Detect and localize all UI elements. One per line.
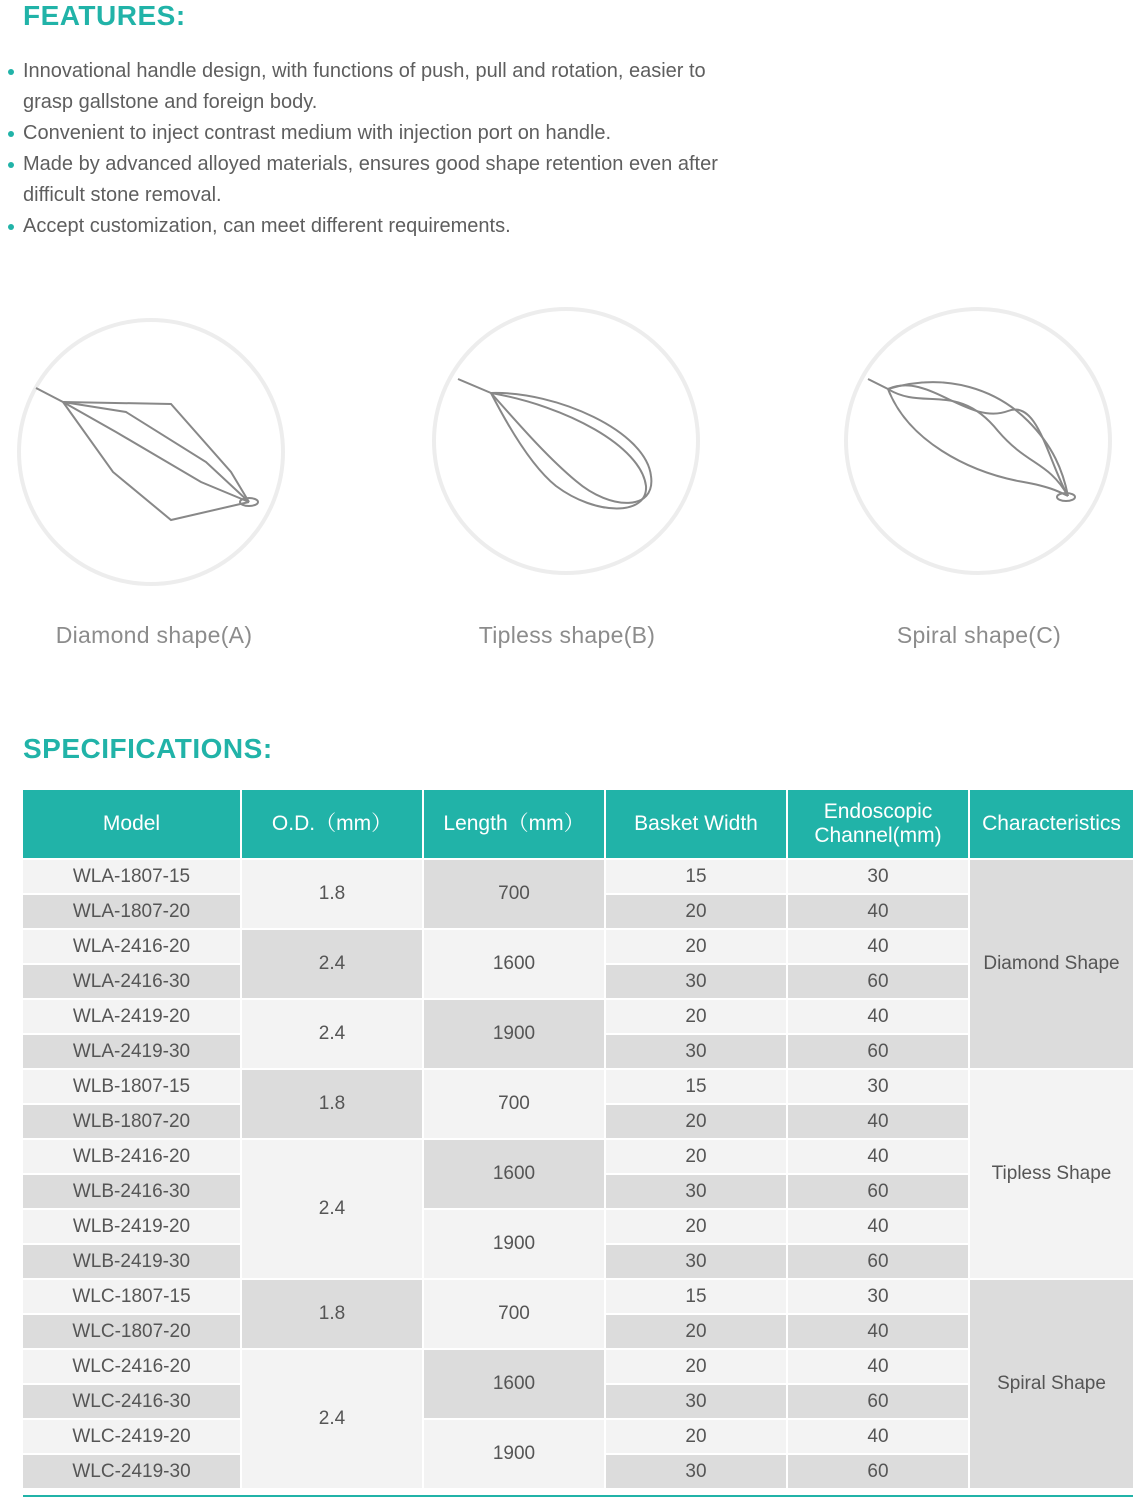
- model-cell: WLB-2416-20: [23, 1139, 241, 1174]
- features-list: [8, 56, 728, 242]
- channel-cell: 40: [787, 1314, 969, 1349]
- length-cell: 1900: [423, 1419, 605, 1488]
- model-cell: WLB-1807-20: [23, 1104, 241, 1139]
- channel-cell: 40: [787, 1139, 969, 1174]
- header-model: Model: [23, 790, 241, 859]
- diamond-shape-image: [17, 318, 285, 586]
- feature-item: Made by advanced alloyed materials, ensures good shape retention even after difficult stone removal.: [8, 149, 728, 211]
- model-cell: WLB-2419-20: [23, 1209, 241, 1244]
- channel-cell: 40: [787, 894, 969, 929]
- channel-cell: 60: [787, 1174, 969, 1209]
- od-cell: 2.4: [241, 1139, 423, 1279]
- table-row: [23, 859, 1133, 894]
- model-cell: WLA-2416-30: [23, 964, 241, 999]
- header-length: Length（mm）: [423, 790, 605, 859]
- channel-cell: 60: [787, 1454, 969, 1488]
- table-row: [23, 1419, 1133, 1454]
- specifications-table: [23, 790, 1133, 1488]
- tipless-basket-icon: [436, 311, 704, 579]
- channel-cell: 30: [787, 859, 969, 894]
- model-cell: WLC-2416-30: [23, 1384, 241, 1419]
- basket-width-cell: 30: [605, 1454, 787, 1488]
- table-row: [23, 929, 1133, 964]
- channel-cell: 40: [787, 1104, 969, 1139]
- model-cell: WLA-1807-20: [23, 894, 241, 929]
- tipless-shape-image: [432, 307, 700, 575]
- od-cell: 1.8: [241, 1279, 423, 1349]
- feature-item: Innovational handle design, with functions of push, pull and rotation, easier to grasp gallstone and foreign body.: [8, 56, 728, 118]
- basket-width-cell: 30: [605, 1174, 787, 1209]
- basket-width-cell: 15: [605, 1069, 787, 1104]
- basket-width-cell: 30: [605, 1034, 787, 1069]
- characteristics-cell: Tipless Shape: [969, 1069, 1133, 1279]
- channel-cell: 40: [787, 1349, 969, 1384]
- basket-width-cell: 20: [605, 1209, 787, 1244]
- model-cell: WLA-2419-30: [23, 1034, 241, 1069]
- model-cell: WLB-2419-30: [23, 1244, 241, 1279]
- features-title: FEATURES:: [23, 0, 186, 31]
- basket-width-cell: 30: [605, 964, 787, 999]
- length-cell: 1600: [423, 929, 605, 999]
- characteristics-cell: Spiral Shape: [969, 1279, 1133, 1488]
- feature-item: Convenient to inject contrast medium with injection port on handle.: [8, 118, 728, 149]
- od-cell: 2.4: [241, 999, 423, 1069]
- od-cell: 1.8: [241, 859, 423, 929]
- channel-cell: 40: [787, 1209, 969, 1244]
- specifications-title: SPECIFICATIONS:: [23, 733, 273, 764]
- basket-width-cell: 15: [605, 859, 787, 894]
- header-basket-width: Basket Width: [605, 790, 787, 859]
- basket-width-cell: 20: [605, 999, 787, 1034]
- channel-cell: 40: [787, 1419, 969, 1454]
- channel-cell: 60: [787, 1244, 969, 1279]
- length-cell: 700: [423, 1069, 605, 1139]
- model-cell: WLB-2416-30: [23, 1174, 241, 1209]
- basket-width-cell: 15: [605, 1279, 787, 1314]
- channel-cell: 40: [787, 999, 969, 1034]
- shape-caption-spiral: Spiral shape(C): [896, 622, 1062, 648]
- table-row: [23, 1349, 1133, 1384]
- channel-cell: 60: [787, 1384, 969, 1419]
- characteristics-cell: Diamond Shape: [969, 859, 1133, 1069]
- model-cell: WLA-2419-20: [23, 999, 241, 1034]
- channel-cell: 60: [787, 1034, 969, 1069]
- length-cell: 1900: [423, 1209, 605, 1279]
- od-cell: 1.8: [241, 1069, 423, 1139]
- table-row: [23, 1069, 1133, 1104]
- table-row: [23, 1139, 1133, 1174]
- basket-width-cell: 20: [605, 1419, 787, 1454]
- spiral-basket-icon: [848, 311, 1116, 579]
- diamond-basket-icon: [21, 322, 289, 590]
- channel-cell: 30: [787, 1279, 969, 1314]
- table-bottom-rule: [23, 1495, 1133, 1497]
- table-row: [23, 1279, 1133, 1314]
- model-cell: WLB-1807-15: [23, 1069, 241, 1104]
- channel-cell: 30: [787, 1069, 969, 1104]
- basket-width-cell: 30: [605, 1384, 787, 1419]
- table-row: [23, 999, 1133, 1034]
- model-cell: WLC-1807-15: [23, 1279, 241, 1314]
- feature-item: Accept customization, can meet different requirements.: [8, 211, 728, 242]
- table-header-row: [23, 790, 1133, 859]
- table-row: [23, 1209, 1133, 1244]
- model-cell: WLC-1807-20: [23, 1314, 241, 1349]
- basket-width-cell: 20: [605, 1139, 787, 1174]
- basket-width-cell: 20: [605, 929, 787, 964]
- model-cell: WLA-1807-15: [23, 859, 241, 894]
- od-cell: 2.4: [241, 929, 423, 999]
- length-cell: 1600: [423, 1349, 605, 1419]
- spiral-shape-image: [844, 307, 1112, 575]
- length-cell: 1900: [423, 999, 605, 1069]
- model-cell: WLC-2419-30: [23, 1454, 241, 1488]
- shape-caption-tipless: Tipless shape(B): [478, 622, 656, 648]
- length-cell: 1600: [423, 1139, 605, 1209]
- length-cell: 700: [423, 859, 605, 929]
- header-endoscopic-channel: Endoscopic Channel(mm): [787, 790, 969, 859]
- shape-caption-diamond: Diamond shape(A): [55, 622, 253, 648]
- od-cell: 2.4: [241, 1349, 423, 1488]
- basket-width-cell: 20: [605, 1314, 787, 1349]
- basket-width-cell: 30: [605, 1244, 787, 1279]
- channel-cell: 40: [787, 929, 969, 964]
- basket-width-cell: 20: [605, 1104, 787, 1139]
- model-cell: WLC-2419-20: [23, 1419, 241, 1454]
- header-od: O.D.（mm）: [241, 790, 423, 859]
- basket-width-cell: 20: [605, 894, 787, 929]
- model-cell: WLC-2416-20: [23, 1349, 241, 1384]
- header-characteristics: Characteristics: [969, 790, 1133, 859]
- channel-cell: 60: [787, 964, 969, 999]
- model-cell: WLA-2416-20: [23, 929, 241, 964]
- basket-width-cell: 20: [605, 1349, 787, 1384]
- length-cell: 700: [423, 1279, 605, 1349]
